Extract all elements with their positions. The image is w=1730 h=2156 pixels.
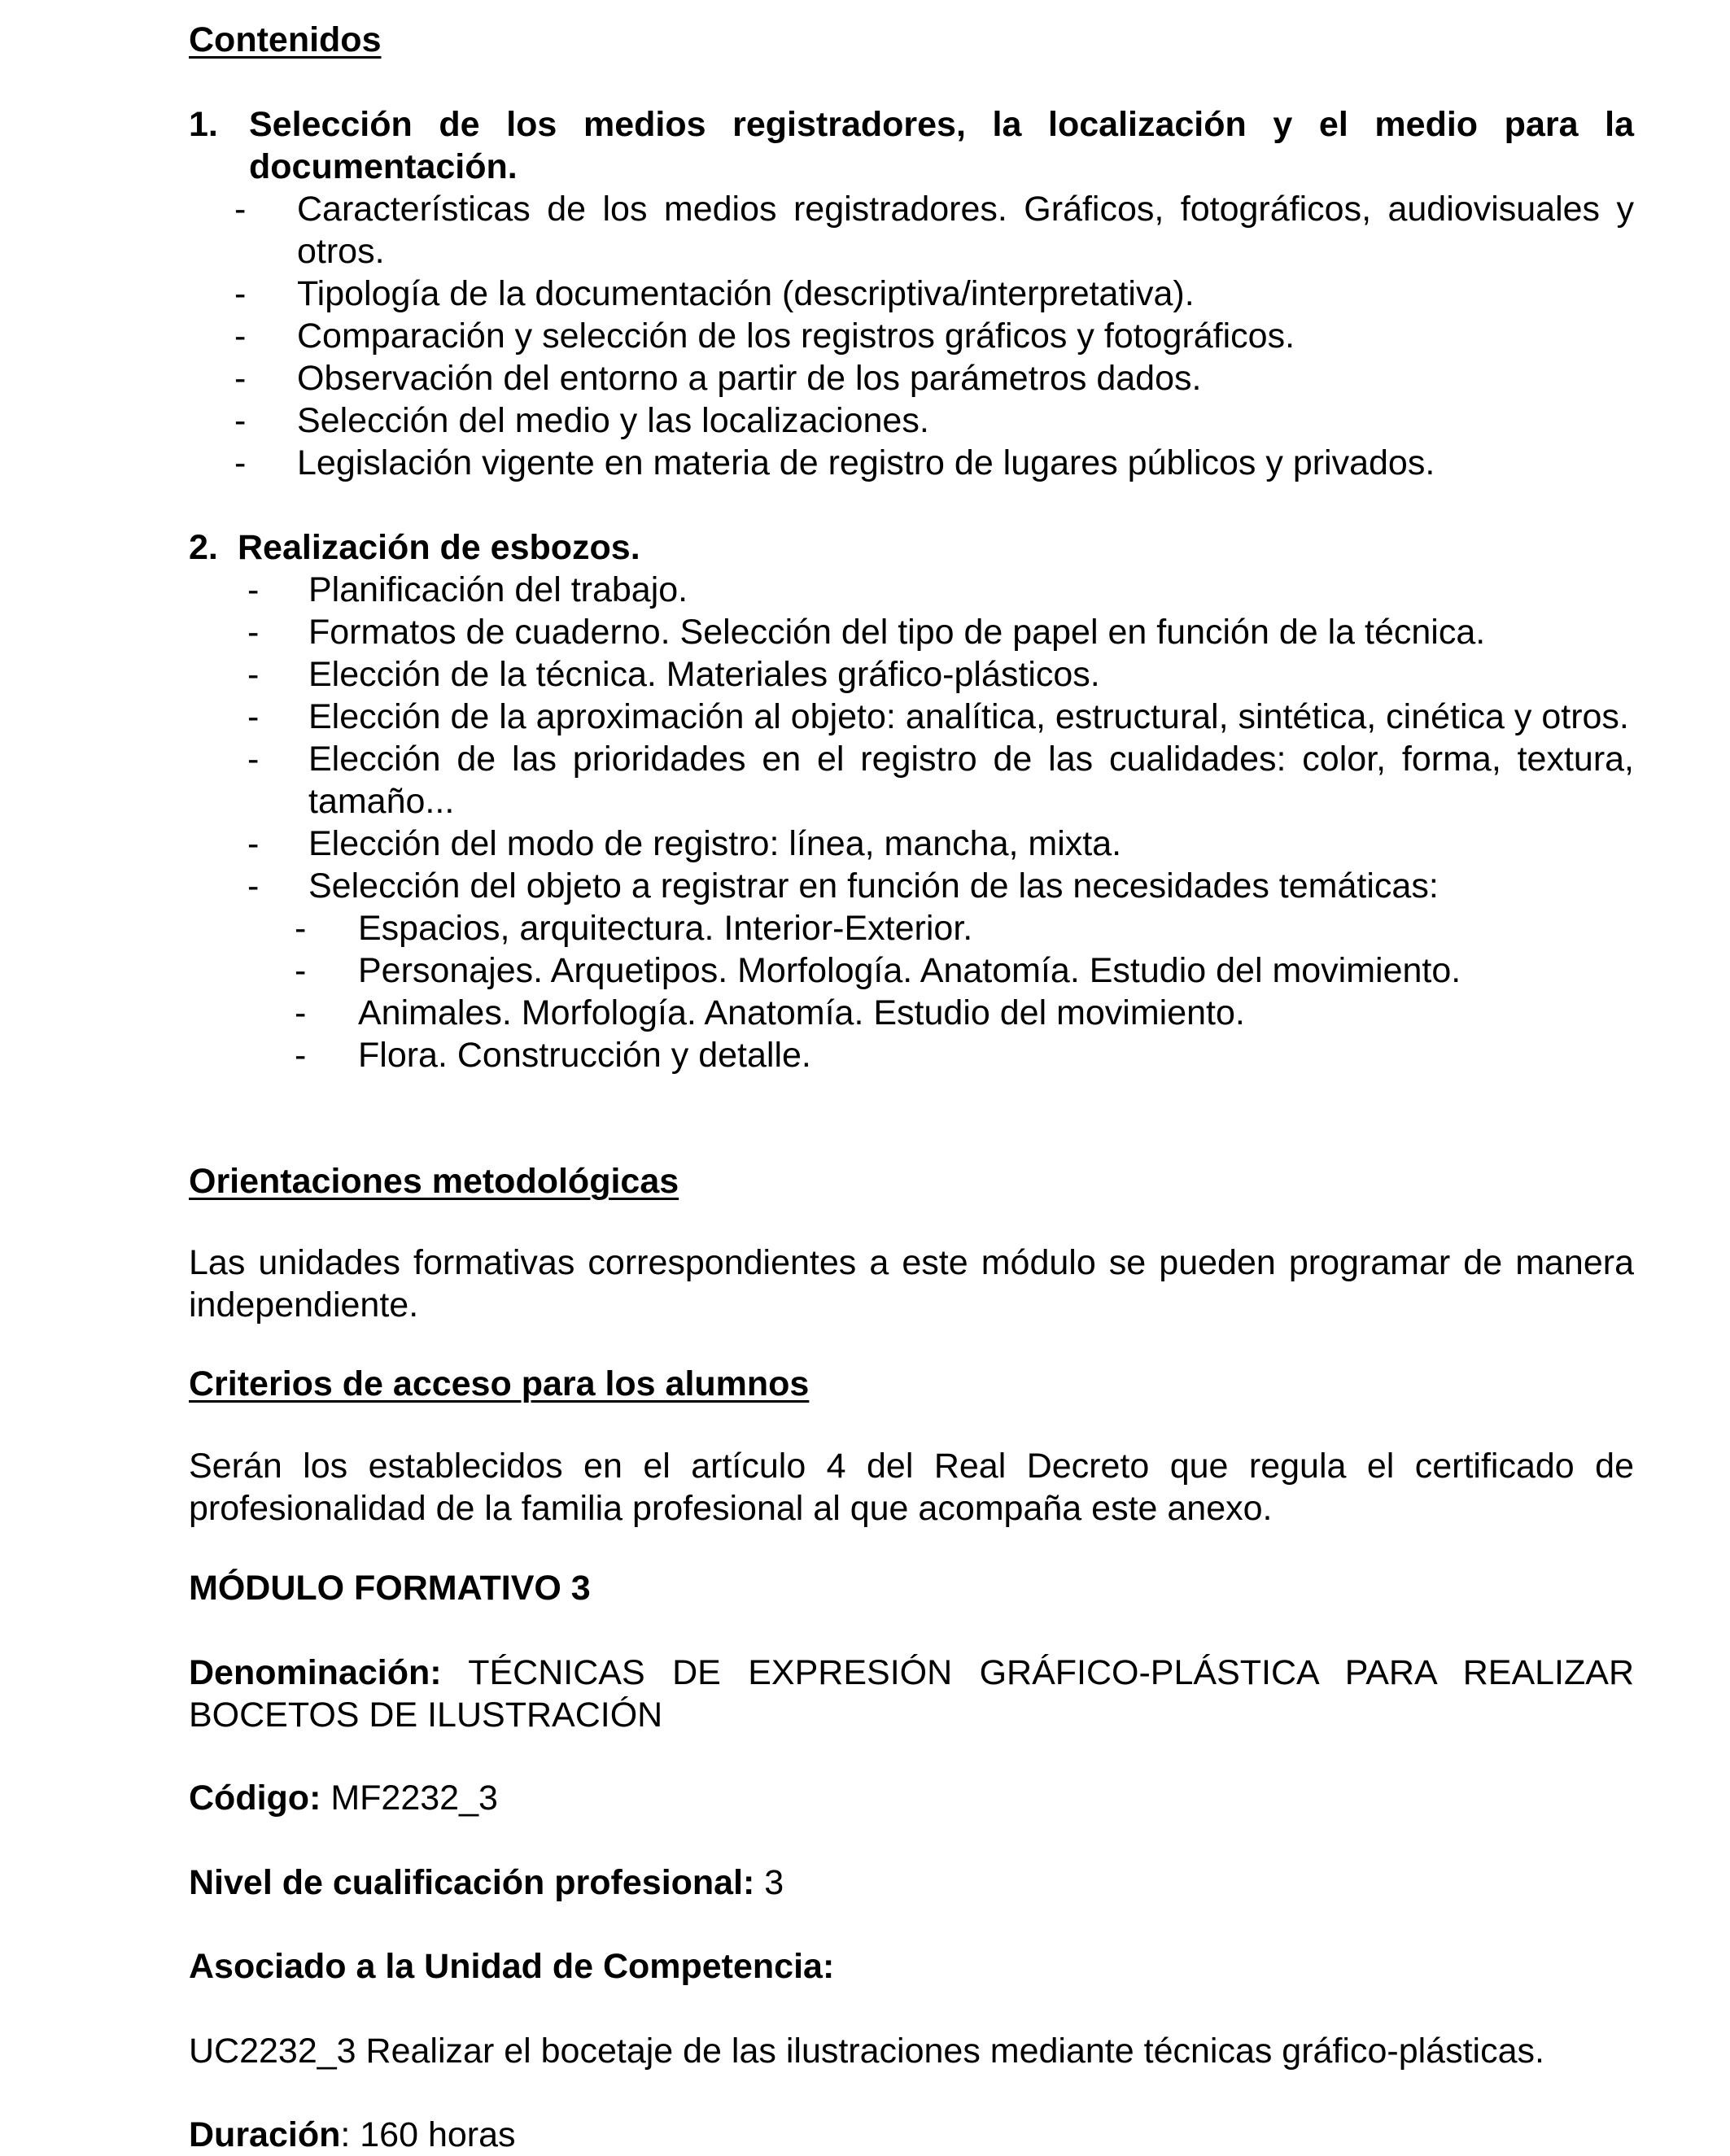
criterios-text: Serán los establecidos en el artículo 4 del Real Decreto que regula el certificado de profesionalidad de la familia profesional al que acompaña este anexo. bbox=[189, 1447, 1634, 1528]
duracion-value: : 160 horas bbox=[340, 2115, 516, 2154]
list-item: - Elección de las prioridades en el registro de las cualidades: color, forma, textura, tamaño... bbox=[247, 740, 1634, 821]
section-2-title: 2. Realización de esbozos. bbox=[189, 528, 640, 567]
section-1-list bbox=[189, 188, 1634, 484]
codigo-value: MF2232_3 bbox=[321, 1778, 498, 1818]
codigo-label: Código: bbox=[189, 1778, 321, 1818]
sublist-item: - Espacios, arquitectura. Interior-Exterior. bbox=[295, 909, 973, 948]
section-1 bbox=[189, 103, 1634, 484]
list-item: - Elección del modo de registro: línea, mancha, mixta. bbox=[247, 824, 1122, 863]
sublist-item: - Personajes. Arquetipos. Morfología. Anatomía. Estudio del movimiento. bbox=[295, 951, 1461, 990]
section-1-number: 1. bbox=[189, 105, 218, 144]
unidad-text: UC2232_3 Realizar el bocetaje de las ilustraciones mediante técnicas gráfico-plásticas. bbox=[189, 2032, 1544, 2071]
sublist-item: - Flora. Construcción y detalle. bbox=[295, 1036, 811, 1075]
section-2-list bbox=[189, 569, 1634, 907]
nivel-value: 3 bbox=[754, 1863, 784, 1902]
list-item: - Selección del medio y las localizaciones. bbox=[234, 401, 929, 440]
list-item: - Selección del objeto a registrar en función de las necesidades temáticas: bbox=[247, 866, 1439, 906]
duracion bbox=[189, 2114, 516, 2156]
list-item: - Planificación del trabajo. bbox=[247, 570, 688, 609]
section-2-sublist bbox=[189, 907, 1634, 1076]
nivel bbox=[189, 1861, 784, 1904]
section-1-title-cont: documentación. bbox=[249, 147, 518, 186]
asociado-label: Asociado a la Unidad de Competencia: bbox=[189, 1947, 835, 1986]
modulo-title: MÓDULO FORMATIVO 3 bbox=[189, 1569, 591, 1608]
list-item: - Elección de la técnica. Materiales gráfico-plásticos. bbox=[247, 655, 1100, 694]
section-2-number: 2. bbox=[189, 528, 218, 567]
section-2 bbox=[189, 526, 1634, 1076]
list-item: - Legislación vigente en materia de registro de lugares públicos y privados. bbox=[234, 443, 1435, 482]
codigo bbox=[189, 1777, 498, 1819]
denominacion bbox=[189, 1652, 1634, 1736]
contenidos-heading: Contenidos bbox=[189, 20, 382, 59]
list-item: - Tipología de la documentación (descriptiva/interpretativa). bbox=[234, 274, 1195, 313]
denominacion-value: TÉCNICAS DE EXPRESIÓN GRÁFICO-PLÁSTICA PARA REALIZAR BOCETOS DE ILUSTRACIÓN bbox=[189, 1653, 1634, 1735]
nivel-label: Nivel de cualificación profesional: bbox=[189, 1863, 755, 1902]
list-item: - Comparación y selección de los registros gráficos y fotográficos. bbox=[234, 316, 1295, 356]
section-1-title: 1. Selección de los medios registradores, la localización y el medio para la bbox=[189, 105, 1634, 144]
list-item: - Características de los medios registradores. Gráficos, fotográficos, audiovisuales y otros. bbox=[234, 190, 1634, 271]
list-item: - Elección de la aproximación al objeto: analítica, estructural, sintética, cinética y otros. bbox=[247, 697, 1629, 736]
orientaciones-heading: Orientaciones metodológicas bbox=[189, 1162, 679, 1201]
orientaciones-text: Las unidades formativas correspondientes a este módulo se pueden programar de manera independiente. bbox=[189, 1243, 1634, 1325]
denominacion-label: Denominación: bbox=[189, 1653, 442, 1692]
sublist-item: - Animales. Morfología. Anatomía. Estudio del movimiento. bbox=[295, 993, 1245, 1032]
duracion-label: Duración bbox=[189, 2115, 341, 2154]
criterios-heading: Criterios de acceso para los alumnos bbox=[189, 1364, 810, 1403]
list-item: - Observación del entorno a partir de los parámetros dados. bbox=[234, 359, 1202, 398]
list-item: - Formatos de cuaderno. Selección del tipo de papel en función de la técnica. bbox=[247, 613, 1486, 652]
